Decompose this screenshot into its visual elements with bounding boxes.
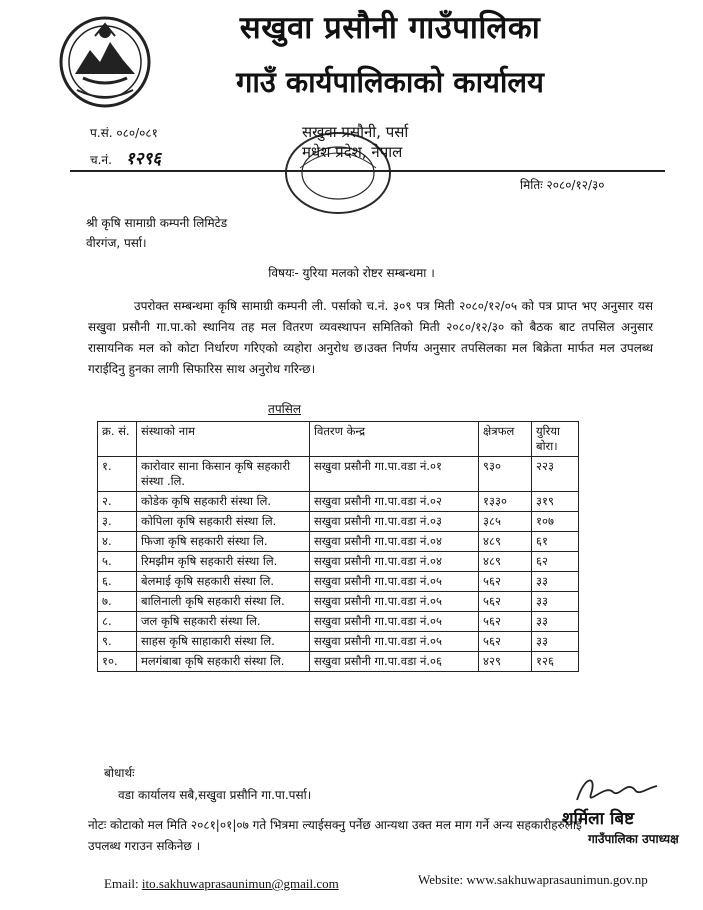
recipient-name: श्री कृषि सामाग्री कम्पनी लिमिटेड bbox=[86, 216, 228, 230]
table-cell: ३३ bbox=[532, 612, 579, 632]
cc-label: बोधार्थः bbox=[104, 766, 135, 780]
municipality-title: सखुवा प्रसौनी गाउँपालिका bbox=[239, 10, 541, 46]
table-cell: ३३ bbox=[532, 632, 579, 652]
email-label: Email: bbox=[104, 876, 139, 891]
header-cell: क्षेत्रफल bbox=[479, 422, 532, 457]
table-cell: सखुवा प्रसौनी गा.पा.वडा नं.०६ bbox=[310, 652, 479, 672]
signatory-name: शर्मिला बिष्ट bbox=[562, 809, 635, 829]
table-row bbox=[98, 512, 579, 532]
table-cell: कोडेक कृषि सहकारी संस्था लि. bbox=[137, 492, 310, 512]
table-row bbox=[98, 532, 579, 552]
table-cell: कोपिला कृषि सहकारी संस्था लि. bbox=[137, 512, 310, 532]
table-header-row bbox=[98, 422, 579, 457]
header-cell: वितरण केन्द्र bbox=[310, 422, 479, 457]
nepal-emblem-icon bbox=[55, 12, 155, 112]
footer-email bbox=[104, 876, 339, 892]
table-row bbox=[98, 492, 579, 512]
table-cell: कारोवार साना किसान कृषि सहकारी संस्था .लि. bbox=[137, 457, 310, 492]
table-cell: बेलमाई कृषि सहकारी संस्था लि. bbox=[137, 572, 310, 592]
table-row bbox=[98, 572, 579, 592]
footer-website[interactable]: Website: www.sakhuwaprasaunimun.gov.np bbox=[418, 872, 648, 887]
table-cell: सखुवा प्रसौनी गा.पा.वडा नं.०१ bbox=[310, 457, 479, 492]
table-cell: सखुवा प्रसौनी गा.पा.वडा नं.०५ bbox=[310, 612, 479, 632]
table-cell: ४८९ bbox=[479, 532, 532, 552]
table-cell: ६. bbox=[98, 572, 137, 592]
table-cell: १३३० bbox=[479, 492, 532, 512]
note-text: नोटः कोटाको मल मिति २०८१|०१|०७ गते भित्रमा ल्याईसक्नु पर्नेछ आन्यथा उक्त मल माग गर्ने अन्य सहकारीहरुलाई उपलब्ध गराउन सकिनेछ । bbox=[88, 818, 582, 853]
table-cell: ३८५ bbox=[479, 512, 532, 532]
table-cell: ९. bbox=[98, 632, 137, 652]
header-cell: क्र. सं. bbox=[98, 422, 137, 457]
table-cell: रिमझीम कृषि सहकारी संस्था लि. bbox=[137, 552, 310, 572]
table-cell: बालिनाली कृषि सहकारी संस्था लि. bbox=[137, 592, 310, 612]
table-cell: ५. bbox=[98, 552, 137, 572]
table-cell: २. bbox=[98, 492, 137, 512]
table-cell: साहस कृषि साहाकारी संस्था लि. bbox=[137, 632, 310, 652]
table-row bbox=[98, 632, 579, 652]
table-cell: १. bbox=[98, 457, 137, 492]
signatory-title: गाउँपालिका उपाध्यक्ष bbox=[588, 832, 679, 846]
email-link[interactable]: ito.sakhuwaprasaunimun@gmail.com bbox=[141, 876, 339, 891]
letter-subject: विषयः- युरिया मलको रोष्टर सम्बन्धमा । bbox=[268, 266, 435, 280]
table-cell: सखुवा प्रसौनी गा.पा.वडा नं.०५ bbox=[310, 632, 479, 652]
address-line-1: सखुवा प्रसौनी, पर्सा bbox=[302, 123, 409, 141]
cc-recipient: वडा कार्यालय सबै,सखुवा प्रसौनि गा.पा.पर्सा। bbox=[118, 788, 312, 802]
table-cell: सखुवा प्रसौनी गा.पा.वडा नं.०४ bbox=[310, 552, 479, 572]
table-cell: ५६२ bbox=[479, 612, 532, 632]
table-row bbox=[98, 457, 579, 492]
chalani-number bbox=[90, 146, 161, 169]
table-cell: ६१ bbox=[532, 532, 579, 552]
ref-number: प.सं. ०८०/०८१ bbox=[90, 126, 158, 140]
table-cell: ४. bbox=[98, 532, 137, 552]
letter-date: मितिः २०८०/१२/३० bbox=[520, 178, 605, 192]
table-cell: ३. bbox=[98, 512, 137, 532]
header-divider bbox=[70, 170, 665, 172]
table-cell: ४८९ bbox=[479, 552, 532, 572]
office-title: गाउँ कार्यपालिकाको कार्यालय bbox=[236, 65, 544, 99]
chalani-value: १२९६ bbox=[125, 149, 162, 169]
table-cell: ४२९ bbox=[479, 652, 532, 672]
table-cell: १०. bbox=[98, 652, 137, 672]
table-cell: फिजा कृषि सहकारी संस्था लि. bbox=[137, 532, 310, 552]
table-cell: ५६२ bbox=[479, 592, 532, 612]
table-cell: १२६ bbox=[532, 652, 579, 672]
table-cell: ५६२ bbox=[479, 572, 532, 592]
table-row bbox=[98, 552, 579, 572]
table-caption: तपसिल bbox=[268, 402, 302, 416]
table-cell: ६२ bbox=[532, 552, 579, 572]
table-cell: मलगंबाबा कृषि सहकारी संस्था लि. bbox=[137, 652, 310, 672]
table-cell: ९३० bbox=[479, 457, 532, 492]
table-cell: जल कृषि सहकारी संस्था लि. bbox=[137, 612, 310, 632]
table-cell: २२३ bbox=[532, 457, 579, 492]
table-cell: सखुवा प्रसौनी गा.पा.वडा नं.०३ bbox=[310, 512, 479, 532]
table-cell: ३३ bbox=[532, 592, 579, 612]
header-cell: संस्थाको नाम bbox=[137, 422, 310, 457]
table-cell: ३३ bbox=[532, 572, 579, 592]
table-row bbox=[98, 592, 579, 612]
recipient-address: वीरगंज, पर्सा। bbox=[86, 236, 147, 250]
table-cell: सखुवा प्रसौनी गा.पा.वडा नं.०२ bbox=[310, 492, 479, 512]
quota-table bbox=[97, 421, 579, 672]
letter-body: उपरोक्त सम्बन्धमा कृषि सामाग्री कम्पनी ली. पर्साको च.नं. ३०९ पत्र मिती २०८०/१२/०५ को पत्र प्राप्त भए अनुसार यस सखुवा प्रसौनी गा.पा.को स्थानिय तह मल वितरण व्यवस्थापन समितिको मिती २०८०/१२/३० को बैठक बाट तपसिल अनुसार रासायनिक मल को कोटा निर्धारण गरिएको व्यहोरा अनुरोध छ।उक्त निर्णय अनुसार तपसिलका मल बिक्रेता मार्फत मल उपलब्ध गराईदिनु हुनका लागी सिफारिस साथ अनुरोध गरिन्छ। bbox=[88, 299, 653, 376]
table-cell: सखुवा प्रसौनी गा.पा.वडा नं.०४ bbox=[310, 532, 479, 552]
table-cell: ७. bbox=[98, 592, 137, 612]
address-line-2: मधेश प्रदेश, नेपाल bbox=[302, 143, 403, 161]
chalani-label: च.नं. bbox=[90, 153, 112, 167]
table-cell: ८. bbox=[98, 612, 137, 632]
table-cell: ३१९ bbox=[532, 492, 579, 512]
table-cell: सखुवा प्रसौनी गा.पा.वडा नं.०५ bbox=[310, 592, 479, 612]
table-cell: १०७ bbox=[532, 512, 579, 532]
header-cell: युरिया बोरा। bbox=[532, 422, 579, 457]
table-cell: ५६२ bbox=[479, 632, 532, 652]
table-cell: सखुवा प्रसौनी गा.पा.वडा नं.०५ bbox=[310, 572, 479, 592]
table-row bbox=[98, 652, 579, 672]
table-row bbox=[98, 612, 579, 632]
